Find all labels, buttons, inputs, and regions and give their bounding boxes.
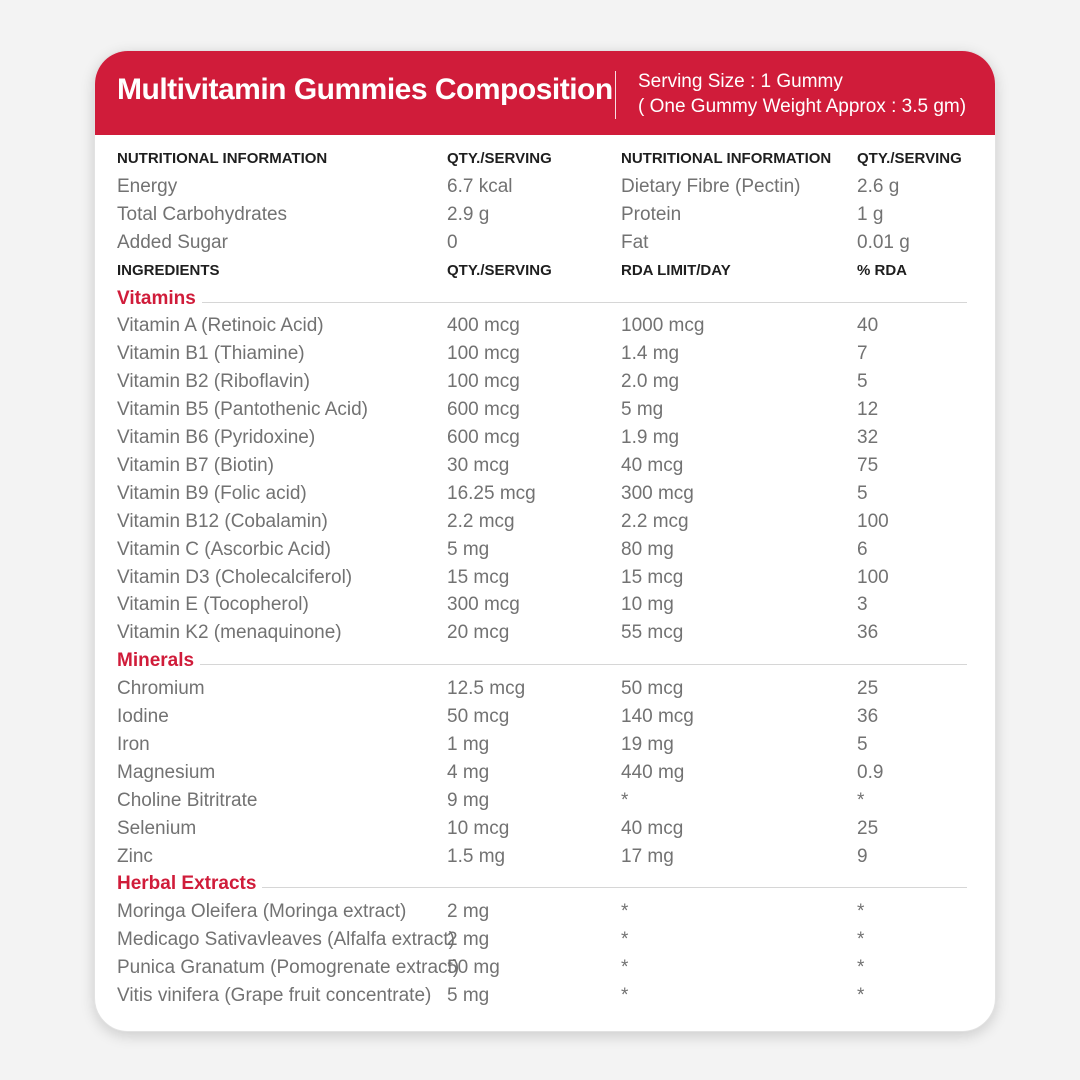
ingredient-row	[95, 954, 995, 982]
serving-info	[638, 69, 966, 119]
ingredients-header-row	[95, 257, 995, 285]
rda-limit-cell: 80 mg	[621, 538, 674, 560]
name-cell: Vitamin B12 (Cobalamin)	[117, 510, 328, 532]
rda-percent-cell: 2.6 g	[857, 175, 900, 197]
name-cell: Vitamin B6 (Pyridoxine)	[117, 427, 316, 448]
rda-limit-cell: 2.2 mcg	[621, 510, 689, 532]
qty-cell: 600 mcg	[447, 399, 520, 421]
page-title: Multivitamin Gummies Composition	[117, 73, 613, 106]
name-cell: Choline Bitritrate	[117, 789, 258, 811]
ingredient-row	[95, 312, 995, 340]
rda-percent-cell: 7	[857, 343, 868, 365]
ingredient-row	[95, 926, 995, 954]
name-cell: Vitamin B9 (Folic acid)	[117, 482, 307, 504]
rda-percent-cell: 9	[857, 845, 868, 867]
rda-percent-cell: 100	[857, 566, 889, 588]
name-cell: Iodine	[117, 706, 169, 727]
nutrition-row	[95, 229, 995, 257]
nutrition-row	[95, 173, 995, 201]
rda-limit-cell: *	[621, 929, 629, 951]
rda-limit-cell: 5 mg	[621, 399, 664, 421]
name-cell: Iron	[117, 733, 150, 755]
name-cell: Vitamin K2 (menaquinone)	[117, 622, 342, 644]
name-cell: Vitamin B2 (Riboflavin)	[117, 371, 310, 393]
rda-percent-cell: 0.01 g	[857, 231, 910, 253]
qty-cell: 1 mg	[447, 733, 490, 755]
gummy-weight: ( One Gummy Weight Approx : 3.5 gm)	[638, 96, 967, 117]
qty-cell: 2 mg	[447, 929, 490, 951]
rda-percent-cell: 3	[857, 594, 868, 616]
ingredient-row	[95, 982, 995, 1010]
ingredient-row	[95, 898, 995, 926]
qty-cell: 5 mg	[447, 538, 490, 560]
name-cell: Vitamin D3 (Cholecalciferol)	[117, 566, 353, 588]
ingredient-row	[95, 424, 995, 452]
name-cell: Punica Granatum (Pomogrenate extract)	[117, 957, 460, 979]
name-cell: Selenium	[117, 817, 197, 839]
header-banner	[95, 51, 995, 135]
name-cell: Chromium	[117, 678, 205, 700]
rda-percent-cell: *	[857, 985, 865, 1006]
qty-cell: QTY./SERVING	[447, 150, 552, 167]
rda-percent-cell: 12	[857, 399, 879, 421]
qty-cell: 100 mcg	[447, 371, 520, 393]
qty-cell: 15 mcg	[447, 566, 510, 588]
rda-limit-cell: RDA LIMIT/DAY	[621, 261, 731, 279]
header-divider	[615, 71, 616, 119]
rda-percent-cell: 5	[857, 371, 868, 393]
name-cell: Vitamin A (Retinoic Acid)	[117, 315, 324, 337]
name-cell: Zinc	[117, 845, 153, 867]
rda-limit-cell: *	[621, 985, 629, 1006]
section-title: Vitamins	[117, 287, 196, 309]
ingredient-row	[95, 731, 995, 759]
ingredient-row	[95, 591, 995, 619]
section-rule	[202, 302, 967, 303]
section-title: Herbal Extracts	[117, 873, 257, 895]
qty-cell: 2.9 g	[447, 203, 490, 225]
qty-cell: 30 mcg	[447, 454, 510, 476]
rda-percent-cell: 40	[857, 315, 879, 337]
rda-limit-cell: 300 mcg	[621, 482, 694, 504]
qty-cell: 600 mcg	[447, 427, 520, 448]
qty-cell: 50 mg	[447, 957, 500, 979]
qty-cell: 2 mg	[447, 901, 490, 923]
name-cell: Vitamin C (Ascorbic Acid)	[117, 538, 331, 560]
name-cell: Medicago Sativavleaves (Alfalfa extract)	[117, 929, 455, 951]
qty-cell: 9 mg	[447, 789, 490, 811]
qty-cell: 16.25 mcg	[447, 482, 536, 504]
name-cell: Added Sugar	[117, 231, 228, 253]
rda-percent-cell: *	[857, 901, 865, 923]
qty-cell: 6.7 kcal	[447, 175, 513, 197]
ingredient-row	[95, 703, 995, 731]
rda-percent-cell: QTY./SERVING	[857, 150, 962, 167]
rda-percent-cell: 0.9	[857, 761, 884, 783]
section-title: Minerals	[117, 650, 195, 672]
rda-limit-cell: Dietary Fibre (Pectin)	[621, 175, 801, 197]
name-cell: INGREDIENTS	[117, 261, 220, 279]
rda-limit-cell: 50 mcg	[621, 678, 684, 700]
qty-cell: 12.5 mcg	[447, 678, 526, 700]
nutrition-header-row	[95, 145, 995, 173]
name-cell: NUTRITIONAL INFORMATION	[117, 150, 328, 167]
rda-limit-cell: 40 mcg	[621, 817, 684, 839]
qty-cell: 2.2 mcg	[447, 510, 515, 532]
rda-percent-cell: 6	[857, 538, 868, 560]
qty-cell: 100 mcg	[447, 343, 520, 365]
rda-limit-cell: 17 mg	[621, 845, 674, 867]
rda-percent-cell: *	[857, 789, 865, 811]
name-cell: Vitamin B1 (Thiamine)	[117, 343, 305, 365]
qty-cell: QTY./SERVING	[447, 261, 552, 279]
rda-limit-cell: 1.4 mg	[621, 343, 680, 365]
name-cell: Vitamin B7 (Biotin)	[117, 454, 274, 476]
qty-cell: 1.5 mg	[447, 845, 506, 867]
section-heading	[117, 285, 967, 313]
qty-cell: 4 mg	[447, 761, 490, 783]
ingredient-row	[95, 340, 995, 368]
rda-limit-cell: Protein	[621, 203, 682, 225]
rda-limit-cell: 1000 mcg	[621, 315, 705, 337]
qty-cell: 10 mcg	[447, 817, 510, 839]
name-cell: Moringa Oleifera (Moringa extract)	[117, 901, 407, 923]
rda-percent-cell: 32	[857, 427, 879, 448]
rda-percent-cell: 25	[857, 678, 879, 700]
qty-cell: 50 mcg	[447, 706, 510, 727]
qty-cell: 0	[447, 231, 458, 253]
ingredient-row	[95, 787, 995, 815]
rda-limit-cell: NUTRITIONAL INFORMATION	[621, 150, 832, 167]
ingredient-row	[95, 815, 995, 843]
name-cell: Vitis vinifera (Grape fruit concentrate)	[117, 985, 432, 1006]
rda-limit-cell: *	[621, 789, 629, 811]
serving-size: Serving Size : 1 Gummy	[638, 71, 843, 92]
ingredient-row	[95, 480, 995, 508]
qty-cell: 20 mcg	[447, 622, 510, 644]
rda-percent-cell: 5	[857, 482, 868, 504]
ingredient-row	[95, 675, 995, 703]
rda-percent-cell: *	[857, 957, 865, 979]
section-rule	[200, 664, 967, 665]
section-rule	[262, 887, 967, 888]
name-cell: Energy	[117, 175, 178, 197]
nutrition-row	[95, 201, 995, 229]
rda-limit-cell: 140 mcg	[621, 706, 694, 727]
ingredient-row	[95, 619, 995, 647]
rda-percent-cell: 25	[857, 817, 879, 839]
ingredient-row	[95, 508, 995, 536]
rda-limit-cell: *	[621, 957, 629, 979]
qty-cell: 300 mcg	[447, 594, 520, 616]
rda-limit-cell: 55 mcg	[621, 622, 684, 644]
rda-percent-cell: 100	[857, 510, 889, 532]
rda-limit-cell: *	[621, 901, 629, 923]
ingredient-row	[95, 564, 995, 592]
ingredient-row	[95, 759, 995, 787]
name-cell: Vitamin B5 (Pantothenic Acid)	[117, 399, 369, 421]
rda-percent-cell: 75	[857, 454, 879, 476]
rda-limit-cell: 2.0 mg	[621, 371, 680, 393]
name-cell: Magnesium	[117, 761, 216, 783]
qty-cell: 400 mcg	[447, 315, 520, 337]
rda-limit-cell: 440 mg	[621, 761, 685, 783]
rda-limit-cell: 10 mg	[621, 594, 674, 616]
rda-percent-cell: 36	[857, 622, 879, 644]
rda-percent-cell: *	[857, 929, 865, 951]
rda-limit-cell: 19 mg	[621, 733, 674, 755]
section-heading	[117, 647, 967, 675]
ingredient-row	[95, 452, 995, 480]
rda-limit-cell: 15 mcg	[621, 566, 684, 588]
ingredient-row	[95, 368, 995, 396]
rda-limit-cell: 1.9 mg	[621, 427, 680, 448]
rda-percent-cell: 36	[857, 706, 879, 727]
rda-limit-cell: Fat	[621, 231, 649, 253]
ingredient-row	[95, 536, 995, 564]
qty-cell: 5 mg	[447, 985, 490, 1006]
name-cell: Vitamin E (Tocopherol)	[117, 594, 309, 616]
ingredient-row	[95, 843, 995, 871]
ingredient-row	[95, 396, 995, 424]
name-cell: Total Carbohydrates	[117, 203, 288, 225]
rda-percent-cell: % RDA	[857, 261, 908, 279]
composition-card	[94, 50, 996, 1032]
section-heading	[117, 870, 967, 898]
rda-limit-cell: 40 mcg	[621, 454, 684, 476]
rda-percent-cell: 5	[857, 733, 868, 755]
rda-percent-cell: 1 g	[857, 203, 884, 225]
